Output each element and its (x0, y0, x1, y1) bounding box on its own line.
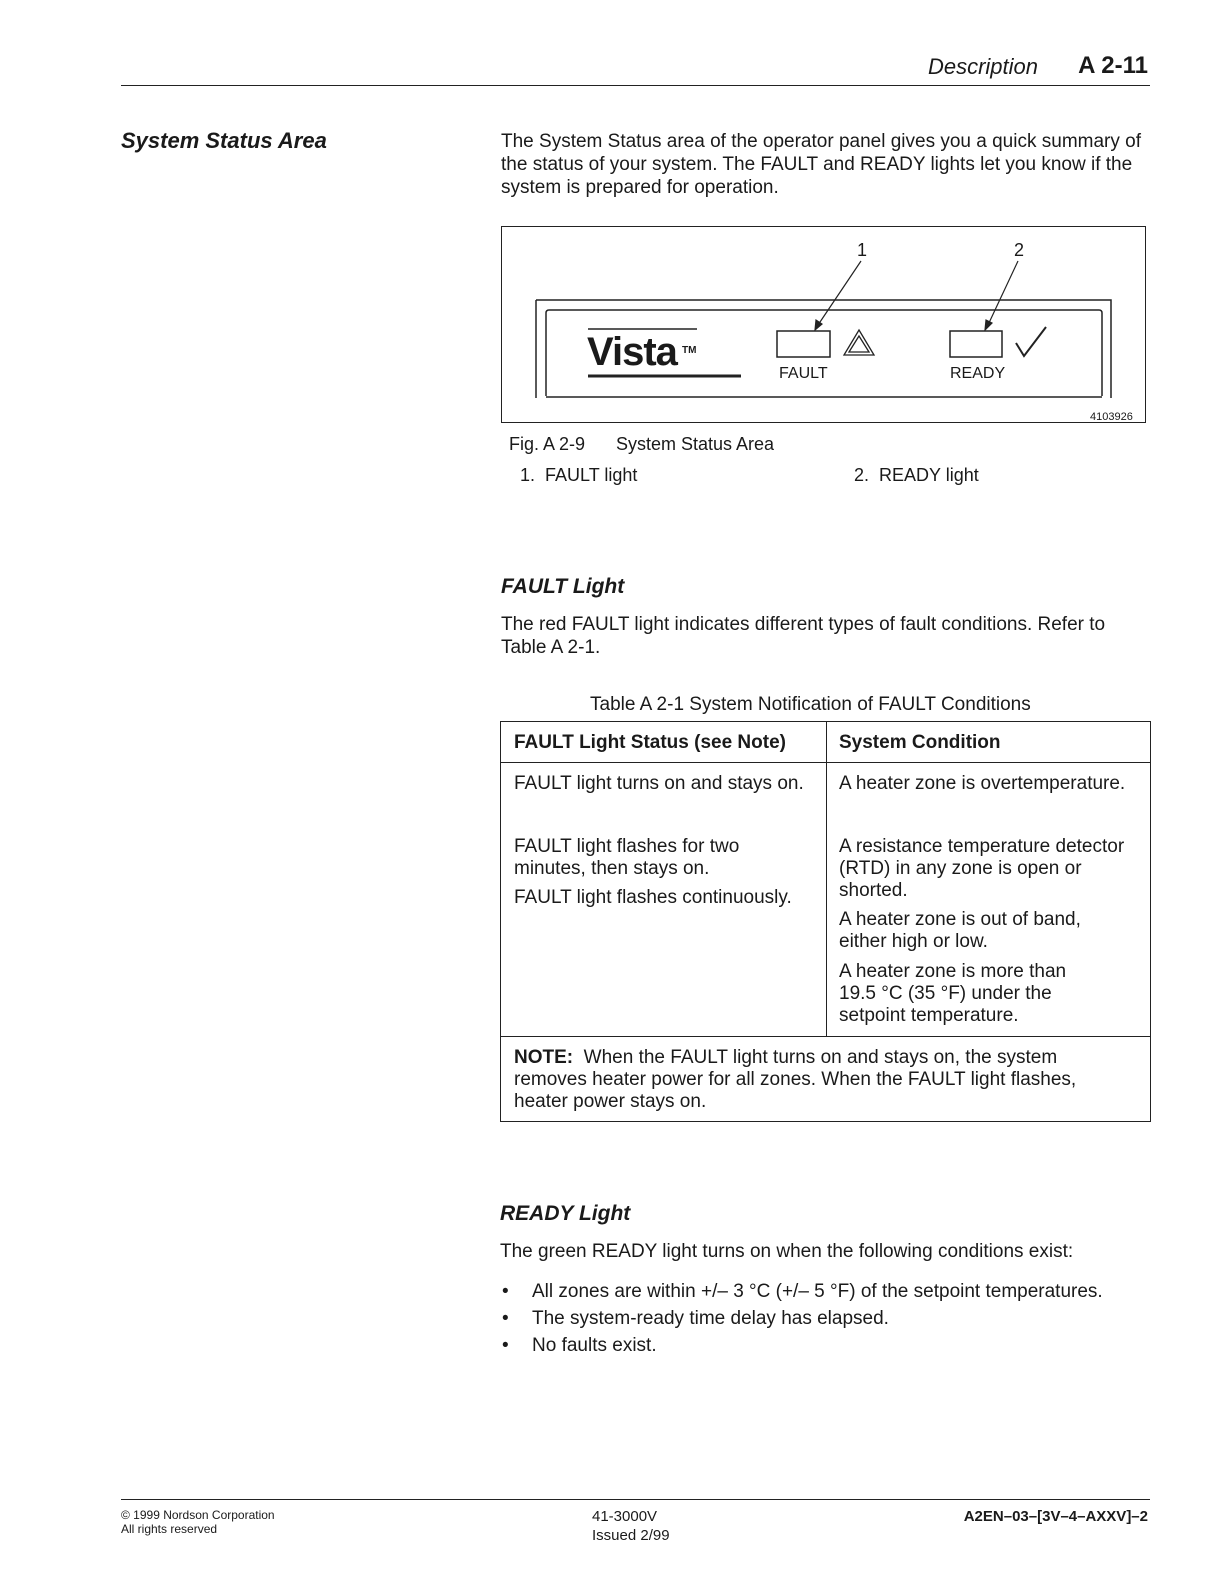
table-condition-2: A resistance temperature detector (RTD) in any zone is open or shorted. (839, 836, 1125, 901)
legend-text: READY light (879, 465, 979, 485)
footer-rule (121, 1499, 1150, 1500)
table-header-status: FAULT Light Status (see Note) (514, 732, 786, 753)
bullet-icon: • (502, 1281, 509, 1302)
table-note (514, 1047, 1134, 1113)
note-label: NOTE: (514, 1047, 574, 1068)
side-heading: System Status Area (121, 128, 327, 153)
callout-number-2: 2 (1014, 240, 1025, 260)
ready-light-box (950, 331, 1002, 357)
list-item (500, 1332, 1103, 1359)
footer-code: A2EN–03–[3V–4–AXXV]–2 (963, 1508, 1148, 1525)
figure-number: 4103926 (1090, 411, 1133, 423)
table-header-condition: System Condition (839, 732, 1001, 753)
issue-date: Issued 2/99 (592, 1527, 670, 1544)
checkmark-icon (1016, 327, 1046, 356)
legend-num: 2. (854, 465, 870, 485)
note-text: When the FAULT light turns on and stays on, the system removes heater power for all zones. When the FAULT light flashes, heater power stays on. (514, 1047, 1077, 1112)
doc-number: 41-3000V (592, 1508, 658, 1525)
legend-text: FAULT light (545, 465, 638, 485)
list-item (500, 1278, 1103, 1305)
fault-light-heading: FAULT Light (501, 575, 625, 598)
ready-light-heading: READY Light (500, 1202, 631, 1225)
table-condition-1: A heater zone is overtemperature. (839, 773, 1126, 794)
fault-light-paragraph: The red FAULT light indicates different types of fault conditions. Refer to Table A 2-1. (501, 614, 1106, 658)
table-condition-4: A heater zone is more than 19.5 °C (35 °F) under the setpoint temperature. (839, 961, 1067, 1026)
ready-light-paragraph: The green READY light turns on when the following conditions exist: (500, 1241, 1074, 1262)
footer-doc-info (592, 1507, 670, 1545)
figure-caption-title: System Status Area (616, 434, 775, 454)
running-header-title: Description (927, 54, 1038, 79)
list-item-text: The system-ready time delay has elapsed. (532, 1308, 889, 1329)
ready-label: READY (950, 365, 1006, 382)
trademark-mark: TM (682, 345, 697, 356)
vista-logo: Vista (587, 330, 677, 374)
bullet-icon: • (502, 1308, 509, 1329)
callout-number-1: 1 (857, 240, 868, 260)
legend-num: 1. (520, 465, 536, 485)
table-column-divider (826, 722, 827, 1036)
table-status-3: FAULT light flashes continuously. (514, 887, 792, 908)
legend-item-1 (520, 465, 637, 486)
fault-light-box (777, 331, 830, 357)
list-item-text: All zones are within +/– 3 °C (+/– 5 °F) of the setpoint temperatures. (532, 1281, 1103, 1302)
bullet-icon: • (502, 1335, 509, 1356)
table-status-1: FAULT light turns on and stays on. (514, 773, 804, 794)
intro-paragraph: The System Status area of the operator panel gives you a quick summary of the status of your system. The FAULT and READY lights let you know if the system is prepared for operation. (501, 131, 1141, 198)
list-item-text: No faults exist. (532, 1335, 657, 1356)
rights-text: All rights reserved (121, 1522, 218, 1536)
callout-leader-2 (985, 261, 1018, 330)
footer-copyright (121, 1508, 275, 1536)
table-caption: Table A 2-1 System Notification of FAULT Conditions (590, 694, 1031, 715)
page-number: A 2-11 (1078, 52, 1148, 79)
ready-conditions-list (500, 1278, 1103, 1359)
callout-leader-1 (815, 261, 861, 330)
table-status-2: FAULT light flashes for two minutes, then stays on. (514, 836, 740, 879)
fault-label: FAULT (779, 365, 828, 382)
fault-conditions-table (500, 721, 1151, 1122)
figure-caption (509, 434, 774, 455)
warning-triangle-icon (844, 330, 874, 355)
figure-caption-label: Fig. A 2-9 (509, 434, 586, 454)
table-note-rule (501, 1036, 1150, 1037)
copyright-text: © 1999 Nordson Corporation (121, 1508, 275, 1522)
legend-item-2 (854, 465, 979, 486)
list-item (500, 1305, 1103, 1332)
table-header-rule (501, 762, 1150, 763)
table-condition-3: A heater zone is out of band, either high or low. (839, 909, 1081, 952)
